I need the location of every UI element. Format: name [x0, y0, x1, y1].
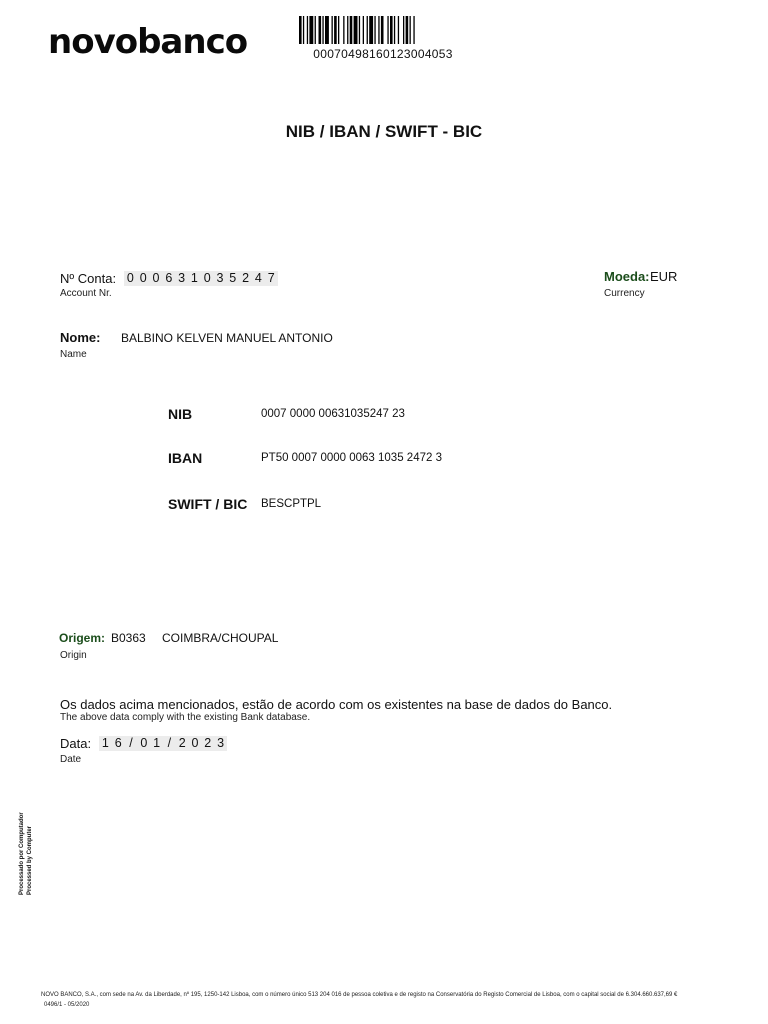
- iban-value: PT50 0007 0000 0063 1035 2472 3: [261, 452, 442, 464]
- date-char: 6: [114, 736, 122, 750]
- barcode-bar: [378, 16, 379, 44]
- account-digit: 6: [165, 271, 173, 285]
- barcode-bar: [390, 16, 393, 44]
- account-digit: 0: [152, 271, 160, 285]
- barcode-bar: [350, 16, 353, 44]
- barcode-number: 00070498160123004053: [313, 47, 453, 61]
- bank-logo: novobanco: [48, 22, 248, 62]
- barcode-bar: [343, 16, 344, 44]
- date-label: Data:: [60, 736, 92, 751]
- date-char: 3: [217, 736, 225, 750]
- date-char: 0: [191, 736, 199, 750]
- barcode-bar: [315, 16, 316, 44]
- date-value: [99, 736, 227, 751]
- account-number: [124, 271, 278, 286]
- barcode-bar: [334, 16, 337, 44]
- nib-value: 0007 0000 00631035247 23: [261, 408, 405, 420]
- date-char: /: [167, 736, 172, 750]
- account-digit: 0: [126, 271, 134, 285]
- origin-branch: COIMBRA/CHOUPAL: [162, 631, 279, 645]
- date-char: /: [129, 736, 133, 750]
- account-label: Nº Conta:: [60, 271, 117, 286]
- iban-label: IBAN: [168, 450, 203, 466]
- barcode-bar: [369, 16, 373, 44]
- date-char: 2: [178, 736, 186, 750]
- barcode-bar: [338, 16, 339, 44]
- barcode-bar: [307, 16, 308, 44]
- name-sub-label: Name: [60, 349, 87, 360]
- origin-code: B0363: [111, 631, 146, 645]
- date-char: 0: [140, 736, 148, 750]
- name-value: BALBINO KELVEN MANUEL ANTONIO: [121, 331, 333, 345]
- barcode-bar: [354, 16, 358, 44]
- barcode-bar: [309, 16, 313, 44]
- currency-value: EUR: [650, 269, 678, 284]
- barcode-bar: [332, 16, 333, 44]
- barcode-bar: [303, 16, 304, 44]
- barcode: [299, 16, 467, 44]
- account-digit: 0: [139, 271, 147, 285]
- swift-value: BESCPTPL: [261, 498, 322, 510]
- barcode-bar: [398, 16, 399, 44]
- date-char: 1: [101, 736, 109, 750]
- barcode-bar: [319, 16, 322, 44]
- barcode-bar: [299, 16, 302, 44]
- origin-sub-label: Origin: [60, 650, 87, 661]
- nib-label: NIB: [168, 406, 193, 422]
- barcode-bar: [387, 16, 388, 44]
- barcode-bar: [394, 16, 395, 44]
- footer-form-code: 0496/1 - 05/2020: [44, 1002, 90, 1008]
- date-char: 1: [153, 736, 161, 750]
- barcode-bar: [374, 16, 375, 44]
- account-sub-label: Account Nr.: [60, 288, 112, 299]
- account-digit: 7: [267, 271, 275, 285]
- barcode-bar: [406, 16, 409, 44]
- currency-label: Moeda:: [604, 269, 650, 284]
- name-label: Nome:: [60, 330, 101, 345]
- account-digit: 5: [229, 271, 237, 285]
- currency-sub-label: Currency: [604, 288, 645, 299]
- barcode-bar: [322, 16, 323, 44]
- account-digit: 2: [242, 271, 250, 285]
- side-text-pt: Processado por Computador: [19, 812, 25, 895]
- barcode-bar: [367, 16, 368, 44]
- barcode-bar: [325, 16, 329, 44]
- barcode-bar: [410, 16, 411, 44]
- barcode-bar: [359, 16, 360, 44]
- side-processed-text: [18, 812, 34, 895]
- account-digit: 1: [190, 271, 198, 285]
- origin-label: Origem:: [59, 631, 106, 645]
- barcode-bar: [381, 16, 384, 44]
- page-title: NIB / IBAN / SWIFT - BIC: [285, 122, 483, 141]
- footer-legal: NOVO BANCO, S.A., com sede na Av. da Liberdade, nº 195, 1250-142 Lisboa, com o número único 513 204 016 de pessoa coletiva e de registo na Conservatória do Registo Comercial de Lisboa, com o capital social de 6.304.660.637,69 €: [41, 992, 678, 998]
- account-digit: 0: [203, 271, 211, 285]
- date-sub-label: Date: [60, 754, 82, 765]
- date-char: 2: [204, 736, 212, 750]
- statement-pt: Os dados acima mencionados, estão de acordo com os existentes na base de dados do Banco.: [60, 697, 613, 712]
- account-digit: 4: [254, 271, 262, 285]
- account-digit: 3: [216, 271, 224, 285]
- barcode-bar: [403, 16, 404, 44]
- barcode-bar: [413, 16, 414, 44]
- barcode-bar: [363, 16, 364, 44]
- account-digit: 3: [178, 271, 186, 285]
- swift-label: SWIFT / BIC: [168, 496, 248, 512]
- side-text-en: Processed by Computer: [27, 825, 33, 895]
- barcode-bar: [347, 16, 348, 44]
- statement-en: The above data comply with the existing Bank database.: [60, 712, 311, 723]
